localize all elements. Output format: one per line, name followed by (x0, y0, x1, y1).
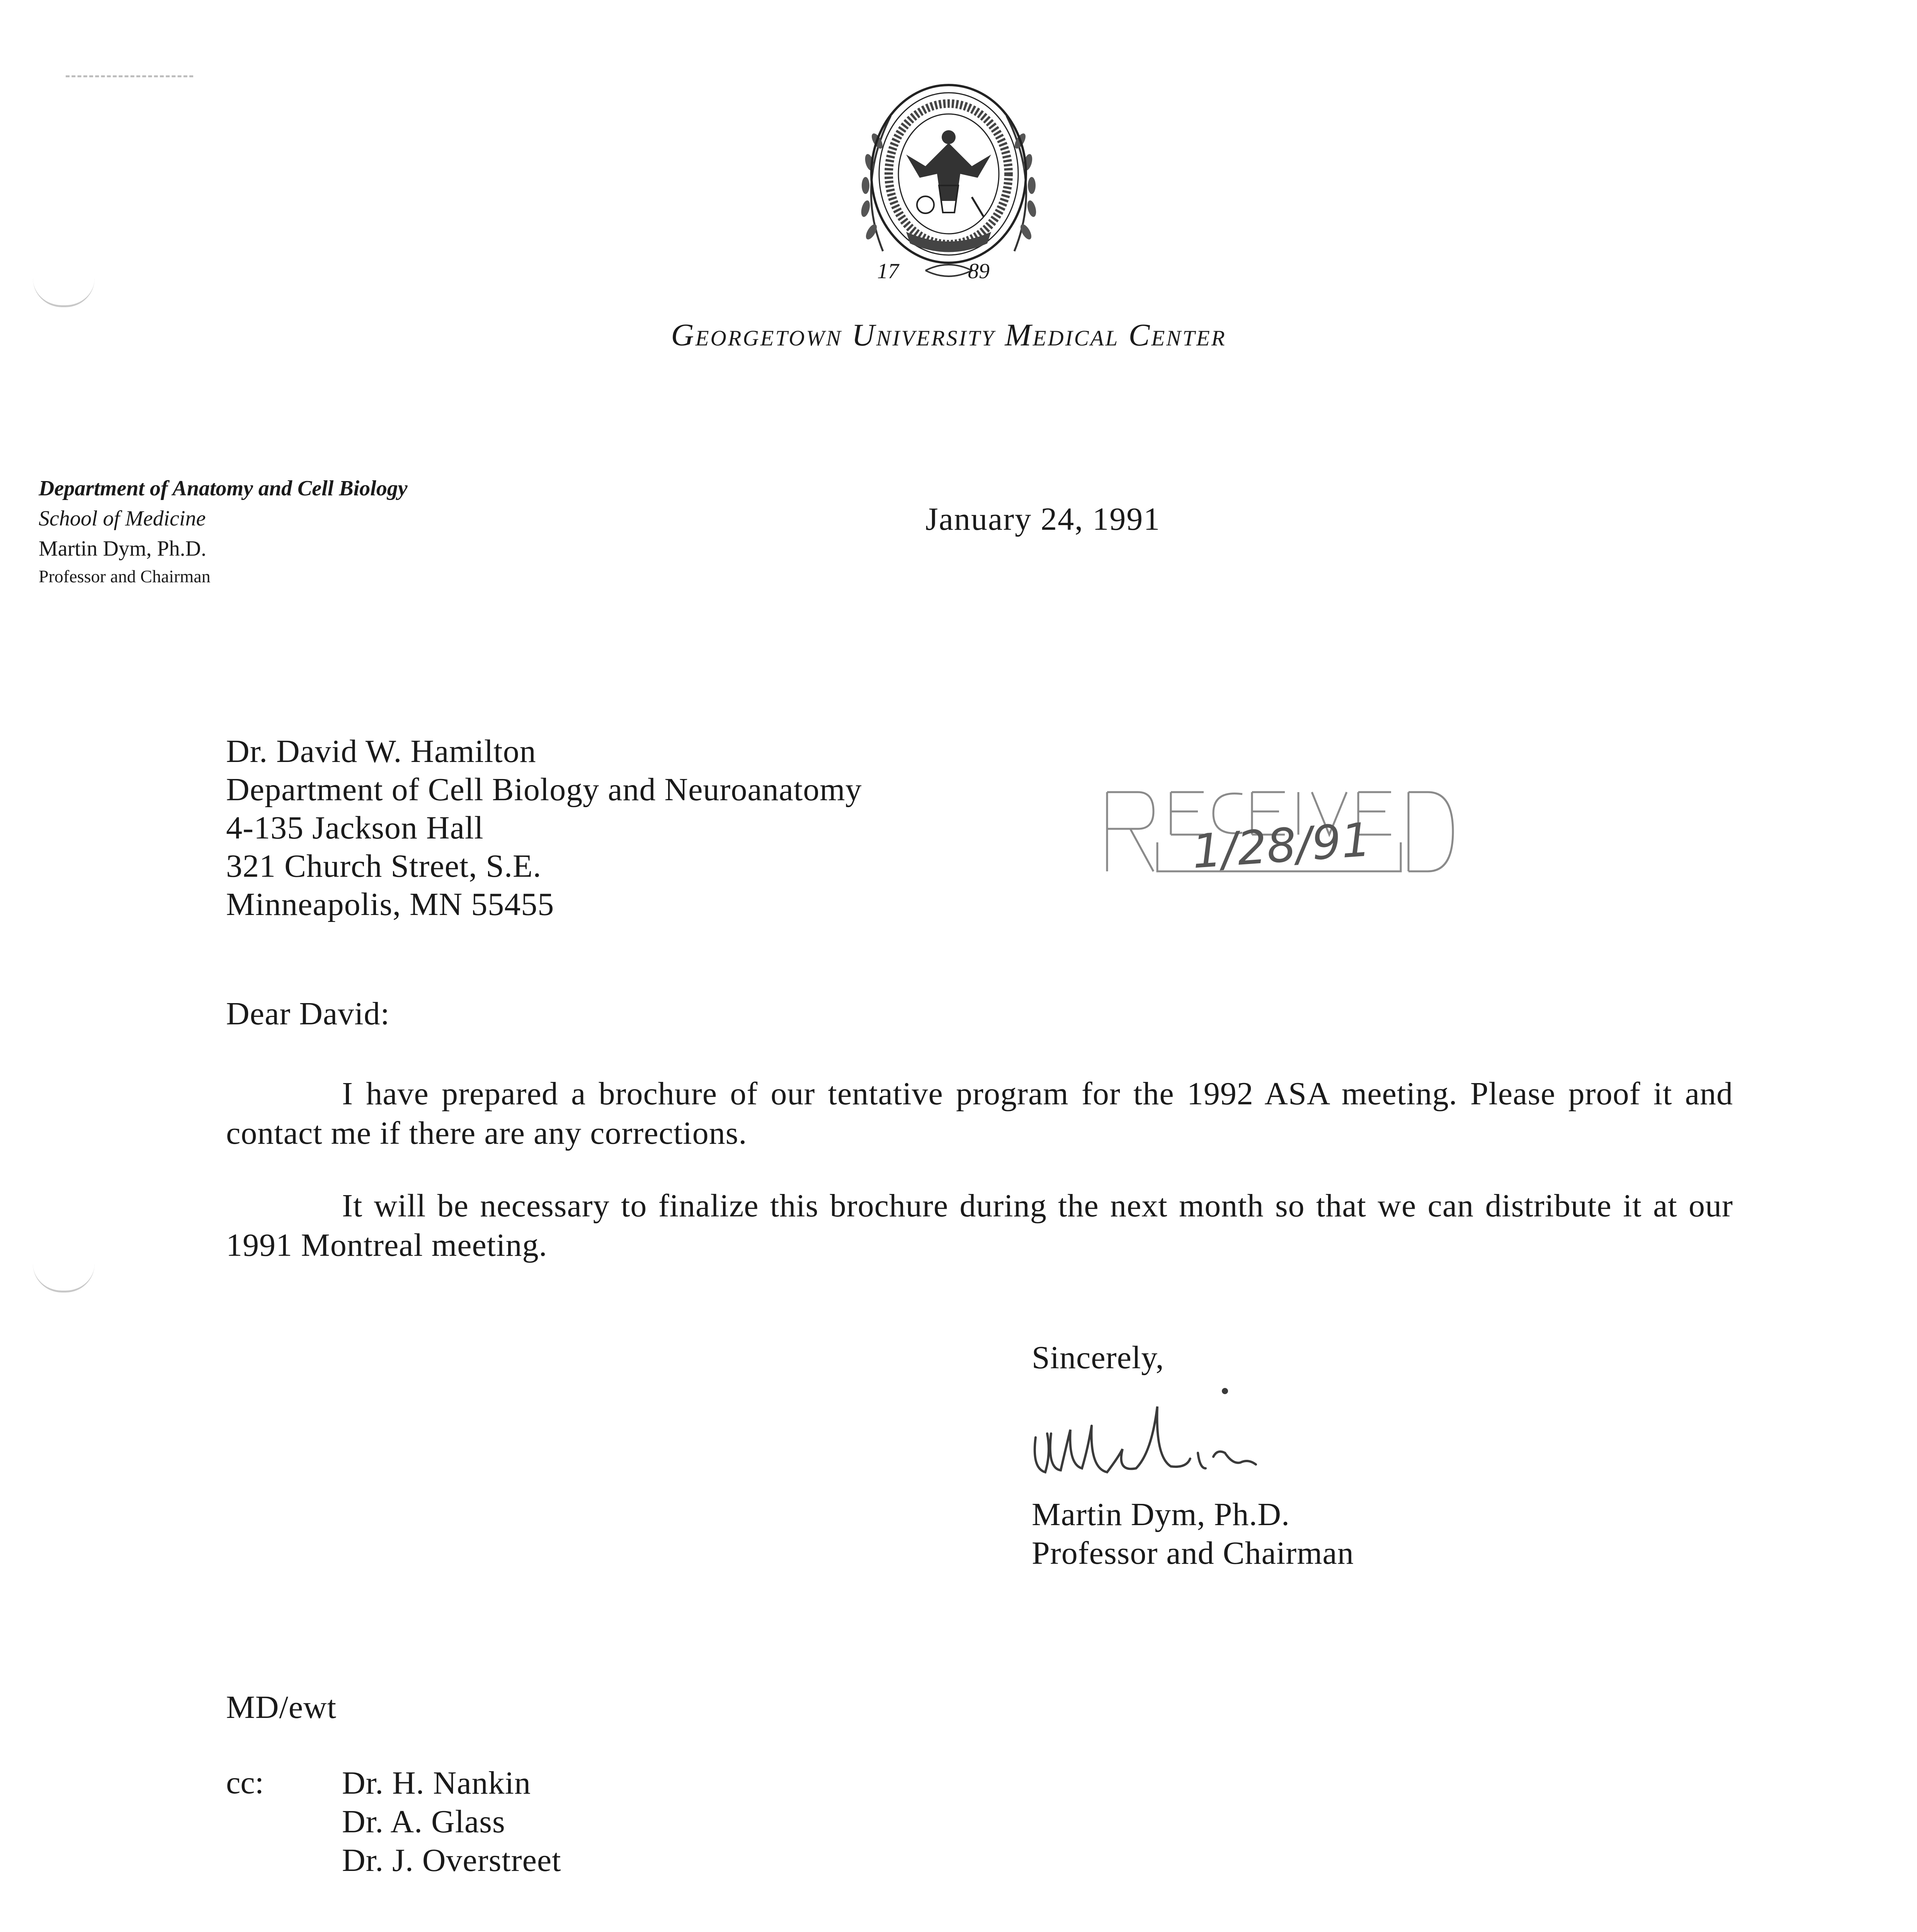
sender-block (39, 473, 408, 589)
seal-year-right: 89 (968, 259, 990, 283)
school-name: School of Medicine (39, 507, 206, 531)
department-name: Department of Anatomy and Cell Biology (39, 476, 408, 500)
signer-name: Martin Dym, Ph.D. (1032, 1497, 1290, 1532)
recipient-address (226, 732, 862, 923)
address-line: Dr. David W. Hamilton (226, 733, 536, 769)
body-paragraph: I have prepared a brochure of our tentative program for the 1992 ASA meeting. Please proof it and contact me if there are any corrections. (226, 1076, 1733, 1151)
cc-list (342, 1764, 561, 1880)
institution-name: Georgetown University Medical Center (671, 317, 1226, 352)
sender-title: Professor and Chairman (39, 566, 211, 586)
university-seal-icon (848, 70, 1049, 286)
stamp-date: 1/28/91 (1190, 813, 1373, 879)
salutation: Dear David: (226, 996, 390, 1032)
cc-recipient: Dr. A. Glass (342, 1804, 505, 1840)
body-paragraph: It will be necessary to finalize this brochure during the next month so that we can distribute it at our 1991 Montreal meeting. (226, 1188, 1733, 1263)
punch-hole-mark (33, 278, 95, 307)
punch-hole-mark (33, 1264, 95, 1293)
cc-recipient: Dr. H. Nankin (342, 1765, 531, 1801)
signer-title: Professor and Chairman (1032, 1535, 1354, 1571)
address-line: Minneapolis, MN 55455 (226, 886, 555, 922)
scan-artifact (66, 75, 193, 77)
address-line: 4-135 Jackson Hall (226, 810, 484, 846)
cc-recipient: Dr. J. Overstreet (342, 1842, 561, 1878)
address-line: 321 Church Street, S.E. (226, 848, 542, 884)
sender-name: Martin Dym, Ph.D. (39, 537, 206, 561)
letter-date: January 24, 1991 (925, 501, 1161, 537)
seal-year-left: 17 (877, 259, 899, 283)
closing: Sincerely, (1032, 1340, 1164, 1376)
reference-initials: MD/ewt (226, 1689, 337, 1725)
cc-label: cc: (226, 1765, 264, 1801)
signature-icon (1024, 1376, 1318, 1503)
signature-block (1032, 1495, 1354, 1573)
address-line: Department of Cell Biology and Neuroanatomy (226, 772, 862, 808)
